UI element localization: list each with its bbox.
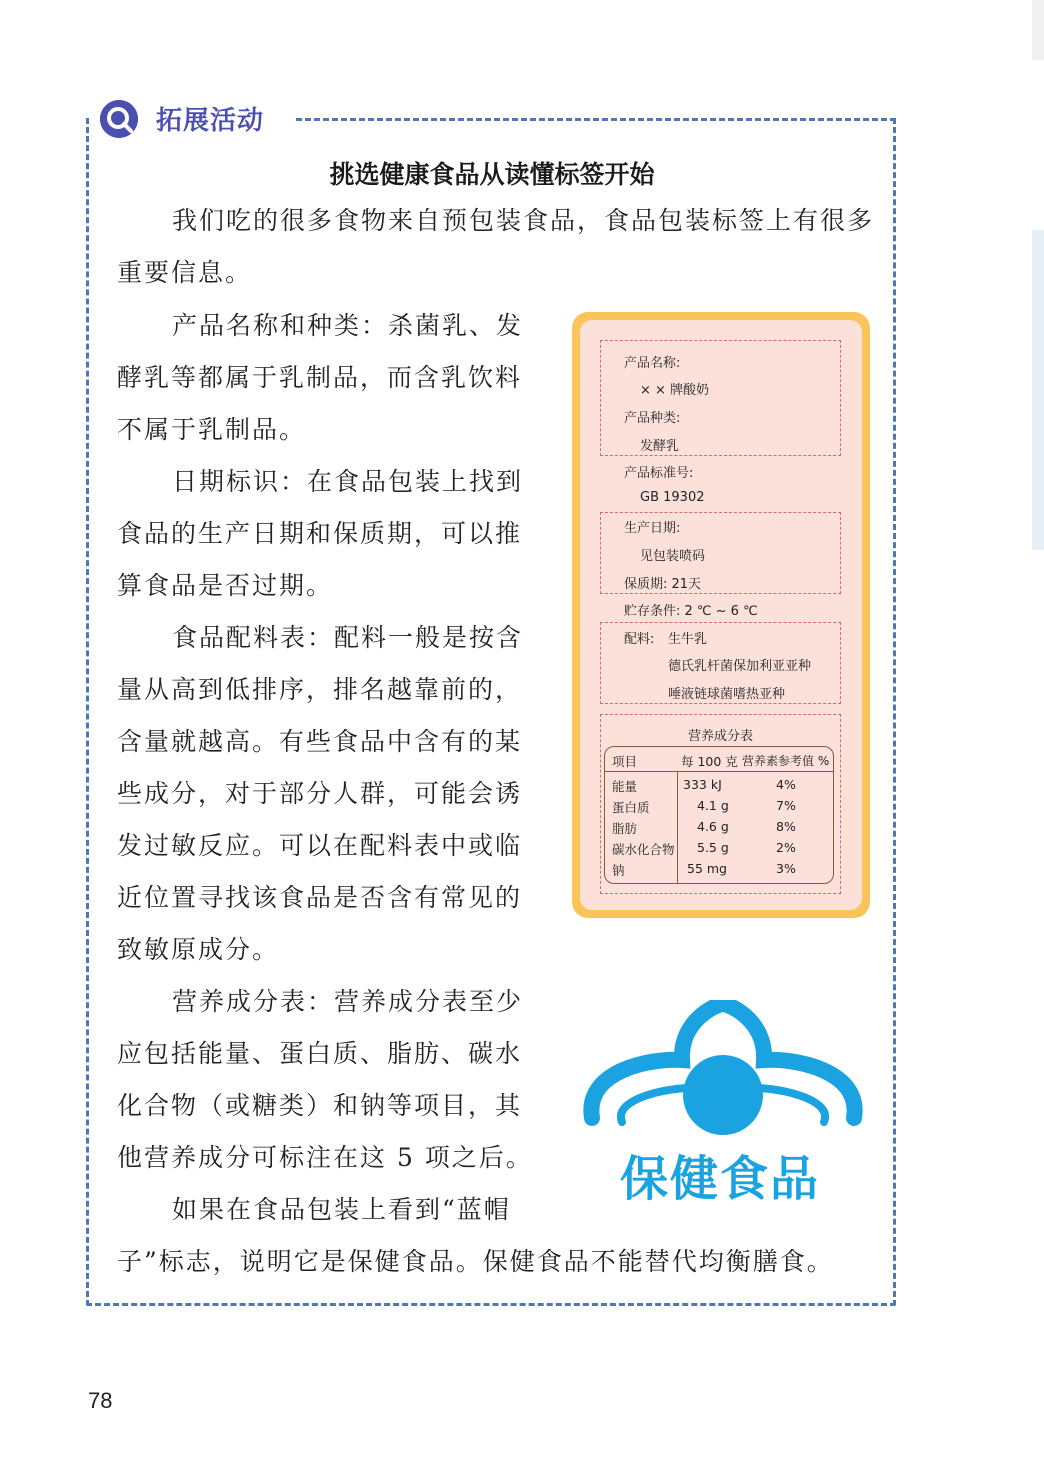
label-ingr-item: 唾液链球菌嗜热亚种 (668, 687, 786, 702)
table-row-name: 蛋白质 (612, 800, 650, 815)
dashed-frame-top (296, 118, 896, 121)
label-type-value: 发酵乳 (640, 439, 680, 454)
table-row-value: 4.1 g (697, 798, 729, 813)
label-ingr-item: 生牛乳 (668, 632, 708, 647)
paragraph-product: 产品名称和种类：杀菌乳、发 酵乳等都属于乳制品，而含乳饮料 不属于乳制品。 (117, 311, 524, 444)
label-std-label: 产品标准号: (624, 466, 694, 481)
label-type-label: 产品种类: (624, 411, 681, 426)
table-row-value: 5.5 g (697, 840, 729, 855)
paragraph-date: 日期标识：在食品包装上找到 食品的生产日期和保质期，可以推 算食品是否过期。 (117, 467, 524, 600)
table-row-nrv: 3% (776, 861, 796, 876)
table-row-name: 碳水化合物 (612, 842, 675, 857)
table-row-nrv: 4% (776, 777, 796, 792)
table-row-name: 钠 (612, 863, 625, 878)
label-storage: 贮存条件: 2 ℃ ~ 6 ℃ (624, 604, 758, 619)
table-row-value: 4.6 g (697, 819, 729, 834)
table-row-value: 55 mg (687, 861, 727, 876)
blue-hat-logo-text: 保健食品 (619, 1151, 820, 1207)
table-row-name: 脂肪 (612, 821, 638, 836)
table-header-per100: 每 100 克 (681, 754, 738, 769)
label-ingr-label: 配料: (624, 632, 655, 647)
label-prod-label: 生产日期: (624, 521, 681, 536)
table-row-name: 能量 (612, 779, 638, 794)
table-row-nrv: 2% (776, 840, 796, 855)
edge-tab-top (1032, 0, 1044, 60)
paragraph-nutrition: 营养成分表：营养成分表至少 应包括能量、蛋白质、脂肪、碳水 化合物（或糖类）和钠等项目，其 他营养成分可标注在这 5 项之后。 (117, 987, 533, 1172)
blue-hat-logo-icon (582, 1000, 864, 1150)
nutrition-title: 营养成分表 (688, 729, 754, 744)
label-ingr-item: 德氏乳杆菌保加利亚亚种 (668, 659, 812, 674)
paragraph-ingredients: 食品配料表：配料一般是按含 量从高到低排序，排名越靠前的， 含量就越高。有些食品中含有的某 些成分，对于部分人群，可能会诱 发过敏反应。可以在配料表中或临 近位置寻找该食品是否含有常见的 致敏原成分。 (117, 623, 524, 964)
label-std-value: GB 19302 (640, 490, 705, 505)
label-prod-value: 见包装喷码 (640, 549, 706, 564)
label-name-value: × × 牌酸奶 (640, 383, 710, 398)
table-header-item: 项目 (612, 754, 638, 769)
article-title: 挑选健康食品从读懂标签开始 (329, 160, 655, 189)
label-name-label: 产品名称: (624, 356, 681, 371)
nutrition-table-divider (677, 771, 678, 883)
paragraph-intro: 我们吃的很多食物来自预包装食品，食品包装标签上有很多 重要信息。 (117, 206, 875, 287)
section-header-title: 拓展活动 (156, 106, 265, 136)
table-row-value: 333 kJ (683, 777, 722, 792)
paragraph-bluehat: 如果在食品包装上看到“蓝帽 子”标志，说明它是保健食品。保健食品不能替代均衡膳食。 (117, 1195, 834, 1276)
table-row-nrv: 8% (776, 819, 796, 834)
table-header-nrv: 营养素参考值 % (742, 754, 830, 768)
page-number: 78 (88, 1388, 113, 1413)
label-shelf: 保质期: 21天 (624, 577, 702, 592)
edge-tab (1032, 230, 1044, 550)
table-row-nrv: 7% (776, 798, 796, 813)
